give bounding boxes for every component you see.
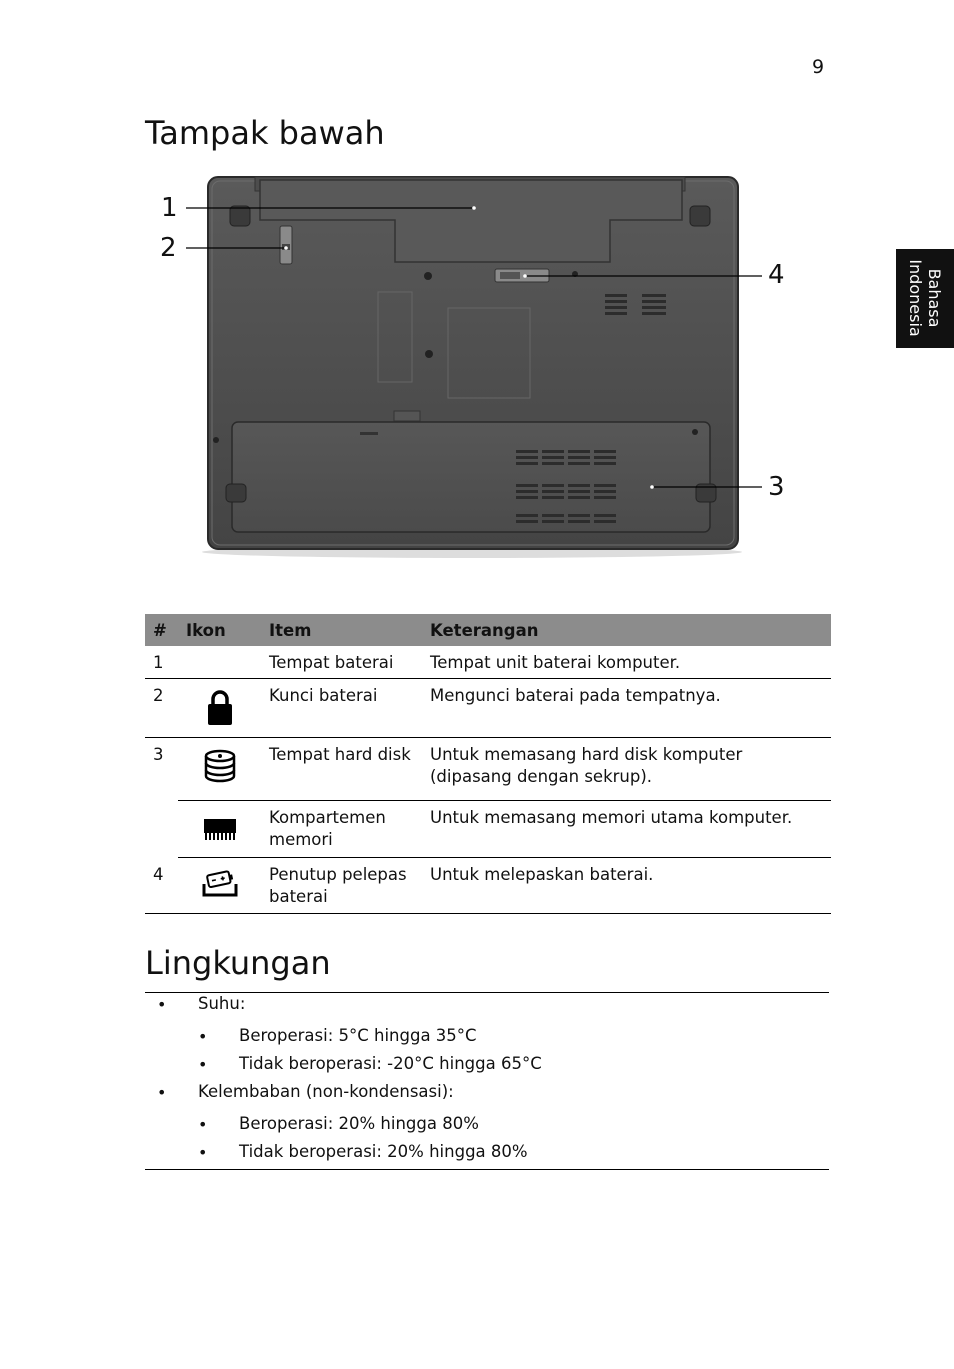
row-icon <box>178 646 261 679</box>
humidity-label: Kelembaban (non-kondensasi): <box>198 1082 454 1101</box>
row-icon <box>178 801 261 858</box>
callout-3: 3 <box>768 472 785 502</box>
row-description: Mengunci baterai pada tempatnya. <box>422 679 831 738</box>
bottom-view-table <box>145 614 831 914</box>
row-icon <box>178 858 261 914</box>
row-icon <box>178 738 261 801</box>
row-description: Untuk memasang hard disk komputer (dipasang dengan sekrup). <box>422 738 831 801</box>
temp-label: Suhu: <box>198 994 246 1013</box>
temp-non-operating: Tidak beroperasi: -20°C hingga 65°C <box>239 1054 542 1073</box>
row-item: Kompartemen memori <box>261 801 422 858</box>
table-row <box>145 646 831 679</box>
section-title-environment: Lingkungan <box>145 944 331 982</box>
memory-icon <box>203 815 237 845</box>
humidity-non-operating: Tidak beroperasi: 20% hingga 80% <box>239 1142 528 1161</box>
row-number: 2 <box>145 679 178 738</box>
callout-4: 4 <box>768 260 785 290</box>
language-tab-line1: Bahasa <box>925 268 944 328</box>
row-number: 1 <box>145 646 178 679</box>
table-header-row <box>145 614 831 646</box>
bullet: • <box>198 1115 208 1134</box>
bullet: • <box>157 1083 167 1102</box>
row-number: 4 <box>145 858 178 914</box>
header-description: Keterangan <box>422 614 831 646</box>
table-row <box>145 801 831 858</box>
row-item: Kunci baterai <box>261 679 422 738</box>
battery-lock-icon <box>205 689 235 727</box>
row-description: Untuk melepaskan baterai. <box>422 858 831 914</box>
callout-2: 2 <box>160 233 177 263</box>
row-number: 3 <box>153 745 164 764</box>
temp-operating: Beroperasi: 5°C hingga 35°C <box>239 1026 477 1045</box>
battery-release-icon <box>200 868 240 900</box>
header-number: # <box>145 614 178 646</box>
humidity-operating: Beroperasi: 20% hingga 80% <box>239 1114 479 1133</box>
header-item: Item <box>261 614 422 646</box>
table-row <box>145 858 831 914</box>
hard-disk-icon <box>203 748 237 786</box>
table-row <box>145 679 831 738</box>
row-description: Untuk memasang memori utama komputer. <box>422 801 831 858</box>
section-title-bottom-view: Tampak bawah <box>145 114 385 152</box>
bullet: • <box>198 1055 208 1074</box>
row-item: Tempat hard disk <box>261 738 422 801</box>
row-item: Tempat baterai <box>261 646 422 679</box>
row-description: Tempat unit baterai komputer. <box>422 646 831 679</box>
language-tab <box>896 249 954 348</box>
row-item: Penutup pelepas baterai <box>261 858 422 914</box>
callout-1: 1 <box>161 193 178 223</box>
laptop-bottom-illustration <box>150 168 800 563</box>
bullet: • <box>198 1143 208 1162</box>
laptop-bottom-figure <box>150 168 800 563</box>
header-icon: Ikon <box>178 614 261 646</box>
language-tab-line2: Indonesia <box>906 259 925 337</box>
row-icon <box>178 679 261 738</box>
bullet: • <box>157 995 167 1014</box>
page-number: 9 <box>812 56 825 78</box>
environment-list <box>145 992 829 1170</box>
bullet: • <box>198 1027 208 1046</box>
table-row <box>145 738 831 801</box>
